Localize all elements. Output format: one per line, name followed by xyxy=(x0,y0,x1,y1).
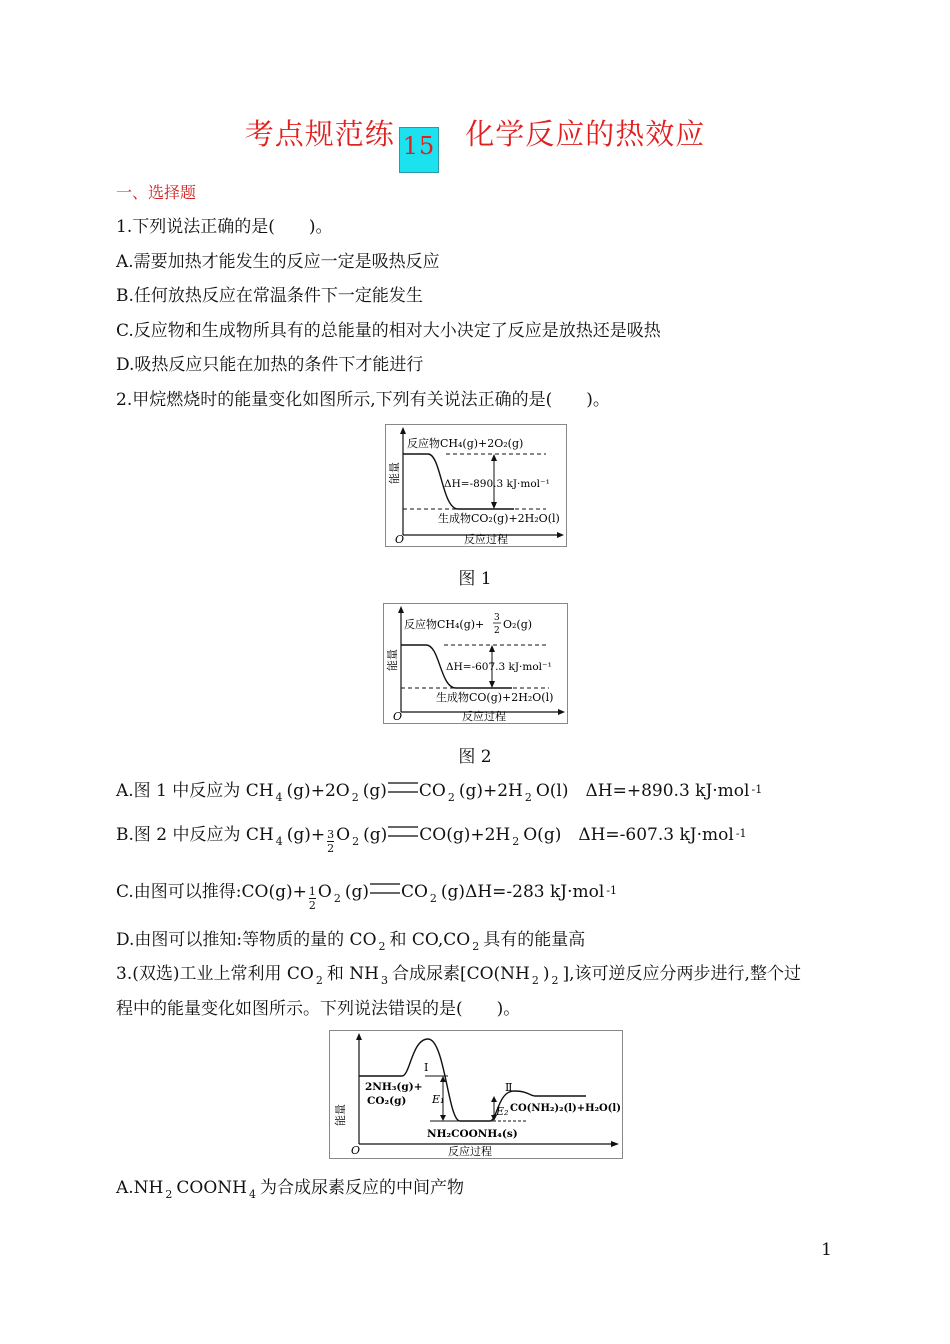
e2-label: E₂ xyxy=(496,1105,509,1118)
q2-stem: 2.甲烷燃烧时的能量变化如图所示,下列有关说法正确的是( )。 xyxy=(116,390,610,410)
x-axis-arrow xyxy=(557,532,564,538)
page-number: 1 xyxy=(821,1240,832,1260)
q1-option-c: C.反应物和生成物所具有的总能量的相对大小决定了反应是放热还是吸热 xyxy=(116,321,661,341)
title-prefix: 考点规范练 xyxy=(244,117,395,151)
q3-stem-line-1: 3.(双选)工业上常利用 CO $_2$ 和 NH $_3$ 合成尿素[CO(NH $_2$ ) $_2$ ],该可逆反应分两步进行,整个过 xyxy=(116,964,801,987)
reactant-label-line-2: CO₂(g) xyxy=(367,1095,407,1107)
figure-2 xyxy=(383,603,568,724)
x-axis-label: 反应过程 xyxy=(462,710,506,723)
energy-diagram-2 xyxy=(384,604,567,723)
figure-1-caption: 图 1 xyxy=(458,569,492,589)
q1-option-a: A.需要加热才能发生的反应一定是吸热反应 xyxy=(116,252,440,272)
page-title xyxy=(0,112,950,173)
q3-option-a: A.NH $_2$ COONH $_4$ 为合成尿素反应的中间产物 xyxy=(116,1178,464,1201)
equals-sign xyxy=(370,883,400,894)
q2-option-a: A.图 1 中反应为 CH $_4$ (g)+2O $_2$ (g) CO $_2$ (g)+2H $_2$ O(l) ΔH=+890.3 kJ·mol $^{-1}$ xyxy=(116,781,763,804)
fraction: $\frac{3}{2}$ xyxy=(327,828,335,855)
figure-1 xyxy=(385,424,567,547)
dh-label: ΔH=-607.3 kJ·mol⁻¹ xyxy=(446,661,552,673)
origin-label: O xyxy=(351,1144,361,1157)
title-suffix: 化学反应的热效应 xyxy=(465,117,706,151)
energy-diagram-3 xyxy=(330,1031,622,1158)
q2-option-b: B.图 2 中反应为 CH $_4$ (g)+ $\frac{3}{2}$ O $_2$ (g) CO(g)+2H $_2$ O(g) ΔH=-607.3 kJ·mol $^{-1}$ xyxy=(116,825,747,855)
reactant-label-line-1: 2NH₃(g)+ xyxy=(365,1081,423,1093)
reactant-label: 反应物CH₄(g)+ xyxy=(404,618,485,631)
product-label: 生成物CO₂(g)+2H₂O(l) xyxy=(438,512,560,525)
q2-option-c: C.由图可以推得:CO(g)+ $\frac{1}{2}$ O $_2$ (g) CO $_2$ (g)ΔH=-283 kJ·mol $^{-1}$ xyxy=(116,882,618,912)
y-axis-arrow xyxy=(400,427,406,434)
origin-label: O xyxy=(393,710,403,723)
x-axis-label: 反应过程 xyxy=(464,533,508,546)
reactant-label: 反应物CH₄(g)+2O₂(g) xyxy=(407,437,524,450)
y-axis-label: 能量 xyxy=(388,462,401,484)
intermediate-label: NH₂COONH₄(s) xyxy=(427,1128,518,1140)
fraction: $\frac{1}{2}$ xyxy=(308,885,316,912)
equals-sign xyxy=(388,826,418,837)
section-heading: 一、选择题 xyxy=(116,183,197,202)
q1-option-b: B.任何放热反应在常温条件下一定能发生 xyxy=(116,286,423,306)
title-number: 15 xyxy=(399,127,440,173)
q3-stem-line-2: 程中的能量变化如图所示。下列说法错误的是( )。 xyxy=(116,999,521,1019)
x-axis-label: 反应过程 xyxy=(448,1145,492,1158)
product-label: CO(NH₂)₂(l)+H₂O(l) xyxy=(510,1103,621,1114)
q1-option-d: D.吸热反应只能在加热的条件下才能进行 xyxy=(116,355,424,375)
q1-stem: 1.下列说法正确的是( )。 xyxy=(116,217,333,237)
dh-label: ΔH=-890.3 kJ·mol⁻¹ xyxy=(444,478,550,490)
energy-diagram-1 xyxy=(386,425,566,546)
origin-label: O xyxy=(395,533,405,546)
y-axis-label: 能量 xyxy=(386,649,399,671)
step-1-label: Ⅰ xyxy=(424,1061,429,1074)
reactant-tail-label: O₂(g) xyxy=(503,618,533,631)
step-2-label: Ⅱ xyxy=(505,1081,513,1094)
reactant-frac-num: 3 xyxy=(494,613,500,623)
figure-2-caption: 图 2 xyxy=(458,747,492,767)
q2-option-d: D.由图可以推知:等物质的量的 CO $_2$ 和 CO,CO $_2$ 具有的能量高 xyxy=(116,930,586,953)
y-axis-label: 能量 xyxy=(334,1104,347,1126)
product-label: 生成物CO(g)+2H₂O(l) xyxy=(436,691,554,704)
equals-sign xyxy=(388,782,418,793)
e1-label: E₁ xyxy=(432,1093,445,1106)
reactant-frac-den: 2 xyxy=(494,626,500,636)
figure-3 xyxy=(329,1030,623,1159)
